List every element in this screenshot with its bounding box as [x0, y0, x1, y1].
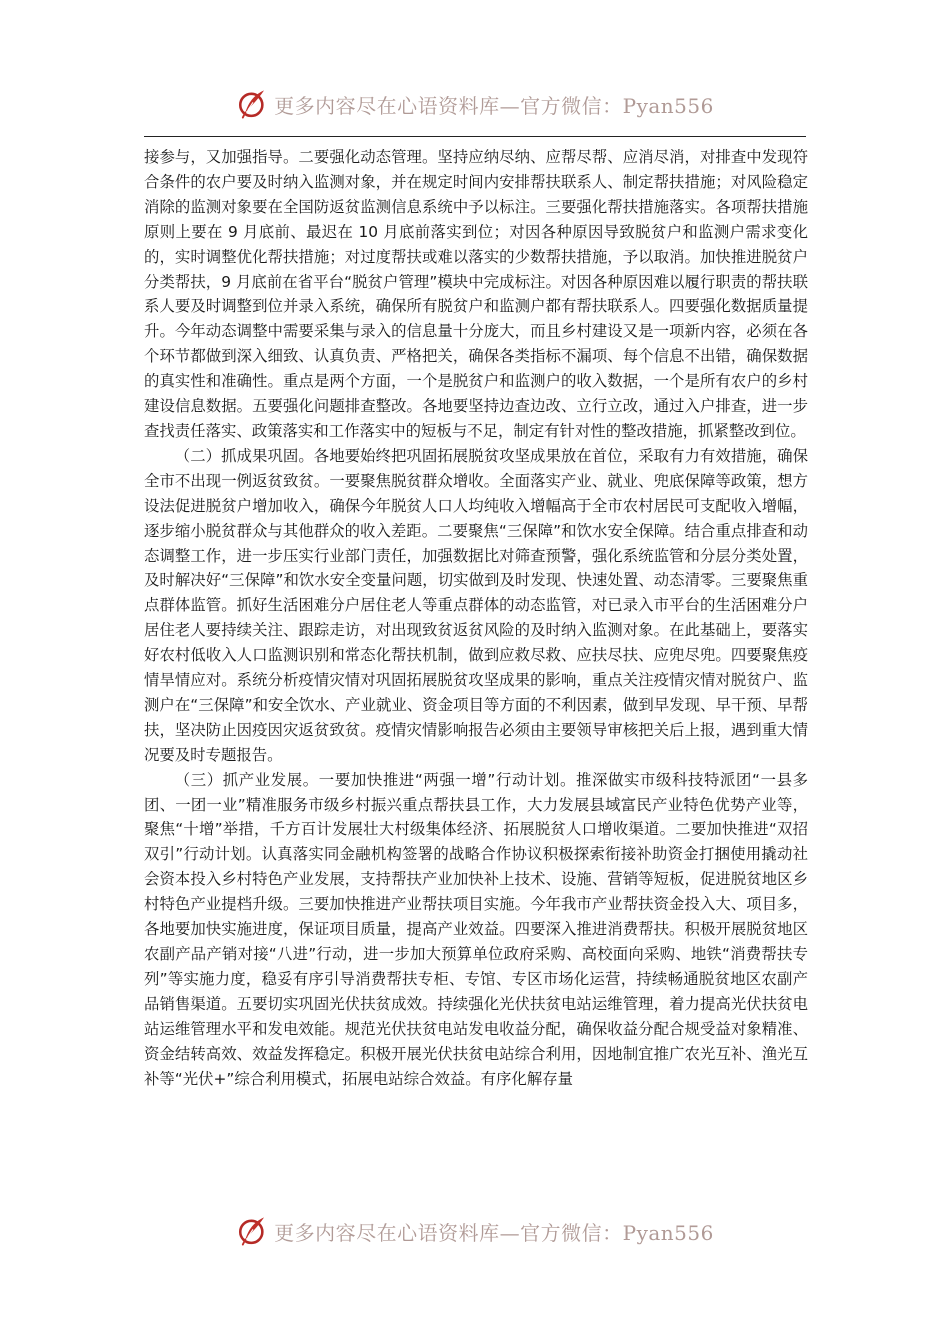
- feather-pen-logo-icon: [236, 87, 270, 121]
- paragraph-2: （二）抓成果巩固。各地要始终把巩固拓展脱贫攻坚成果放在首位，采取有力有效措施，确保全市不出现一例返贫致贫。一要聚焦脱贫群众增收。全面落实产业、就业、兜底保障等政策，想方设法促进脱贫户增加收入，确保今年脱贫人口人均纯收入增幅高于全市农村居民可支配收入增幅，逐步缩小脱贫群众与其他群众的收入差距。二要聚焦“三保障”和饮水安全保障。结合重点排查和动态调整工作，进一步压实行业部门责任，加强数据比对筛查预警，强化系统监管和分层分类处置，及时解决好“三保障”和饮水安全变量问题，切实做到及时发现、快速处置、动态清零。三要聚焦重点群体监管。抓好生活困难分户居住老人等重点群体的动态监管，对已录入市平台的生活困难分户居住老人要持续关注、跟踪走访，对出现致贫返贫风险的及时纳入监测对象。在此基础上，要落实好农村低收入人口监测识别和常态化帮扶机制，做到应救尽救、应扶尽扶、应兜尽兜。四要聚焦疫情旱情应对。系统分析疫情灾情对巩固拓展脱贫攻坚成果的影响，重点关注疫情灾情对脱贫户、监测户在“三保障”和安全饮水、产业就业、资金项目等方面的不利因素，做到早发现、早干预、早帮扶，坚决防止因疫因灾返贫致贫。疫情灾情影响报告必须由主要领导审核把关后上报，遇到重大情况要及时专题报告。: [144, 446, 808, 764]
- feather-pen-logo-icon: [236, 1214, 270, 1248]
- paragraph-3: （三）抓产业发展。一要加快推进“两强一增”行动计划。推深做实市级科技特派团“一县多团、一团一业”精准服务市级乡村振兴重点帮扶县工作，大力发展县域富民产业特色优势产业等，聚焦“十增”举措，千方百计发展壮大村级集体经济、拓展脱贫人口增收渠道。二要加快推进“双招双引”行动计划。认真落实同金融机构签署的战略合作协议积极探索衔接补助资金打捆使用撬动社会资本投入乡村特色产业发展，支持帮扶产业加快补上技术、设施、营销等短板，促进脱贫地区乡村特色产业提档升级。三要加快推进产业帮扶项目实施。今年我市产业帮扶资金投入大、项目多，各地要加快实施进度，保证项目质量，提高产业效益。四要深入推进消费帮扶。积极开展脱贫地区农副产品产销对接“八进”行动，进一步加大预算单位政府采购、高校面向采购、地铁“消费帮扶专列”等实施力度，稳妥有序引导消费帮扶专柜、专馆、专区市场化运营，持续畅通脱贫地区农副产品销售渠道。五要切实巩固光伏扶贫成效。持续强化光伏扶贫电站运维管理，着力提高光伏扶贫电站运维管理水平和发电效能。规范光伏扶贫电站发电收益分配，确保收益分配合规受益对象精准、资金结转高效、效益发挥稳定。积极开展光伏扶贫电站综合利用，因地制宜推广农光互补、渔光互补等“光伏+”综合利用模式，拓展电站综合效益。有序化解存量: [144, 770, 808, 1088]
- header-divider: [144, 136, 806, 137]
- header-watermark-text: 更多内容尽在心语资料库—官方微信：Pyan556: [274, 93, 714, 118]
- paragraph-1: 接参与，又加强指导。二要强化动态管理。坚持应纳尽纳、应帮尽帮、应消尽消，对排查中发现符合条件的农户要及时纳入监测对象，并在规定时间内安排帮扶联系人、制定帮扶措施；对风险稳定消除的监测对象要在全国防返贫监测信息系统中予以标注。三要强化帮扶措施落实。各项帮扶措施原则上要在 9 月底前、最迟在 10 月底前落实到位；对因各种原因导致脱贫户和监测户需求变化的，实时调整优化帮扶措施；对过度帮扶或难以落实的少数帮扶措施，予以取消。加快推进脱贫户分类帮扶，9 月底前在省平台“脱贫户管理”模块中完成标注。对因各种原因难以履行职责的帮扶联系人要及时调整到位并录入系统，确保所有脱贫户和监测户都有帮扶联系人。四要强化数据质量提升。今年动态调整中需要采集与录入的信息量十分庞大，而且乡村建设又是一项新内容，必须在各个环节都做到深入细致、认真负责、严格把关，确保各类指标不漏项、每个信息不出错，确保数据的真实性和准确性。重点是两个方面，一个是脱贫户和监测户的收入数据，一个是所有农户的乡村建设信息数据。五要强化问题排查整改。各地要坚持边查边改、立行立改，通过入户排查，进一步查找责任落实、政策落实和工作落实中的短板与不足，制定有针对性的整改措施，抓紧整改到位。: [144, 148, 808, 440]
- footer-watermark-text: 更多内容尽在心语资料库—官方微信：Pyan556: [274, 1220, 714, 1245]
- footer-watermark: [0, 1211, 950, 1251]
- header-watermark: [0, 84, 950, 124]
- document-body: [144, 145, 808, 1195]
